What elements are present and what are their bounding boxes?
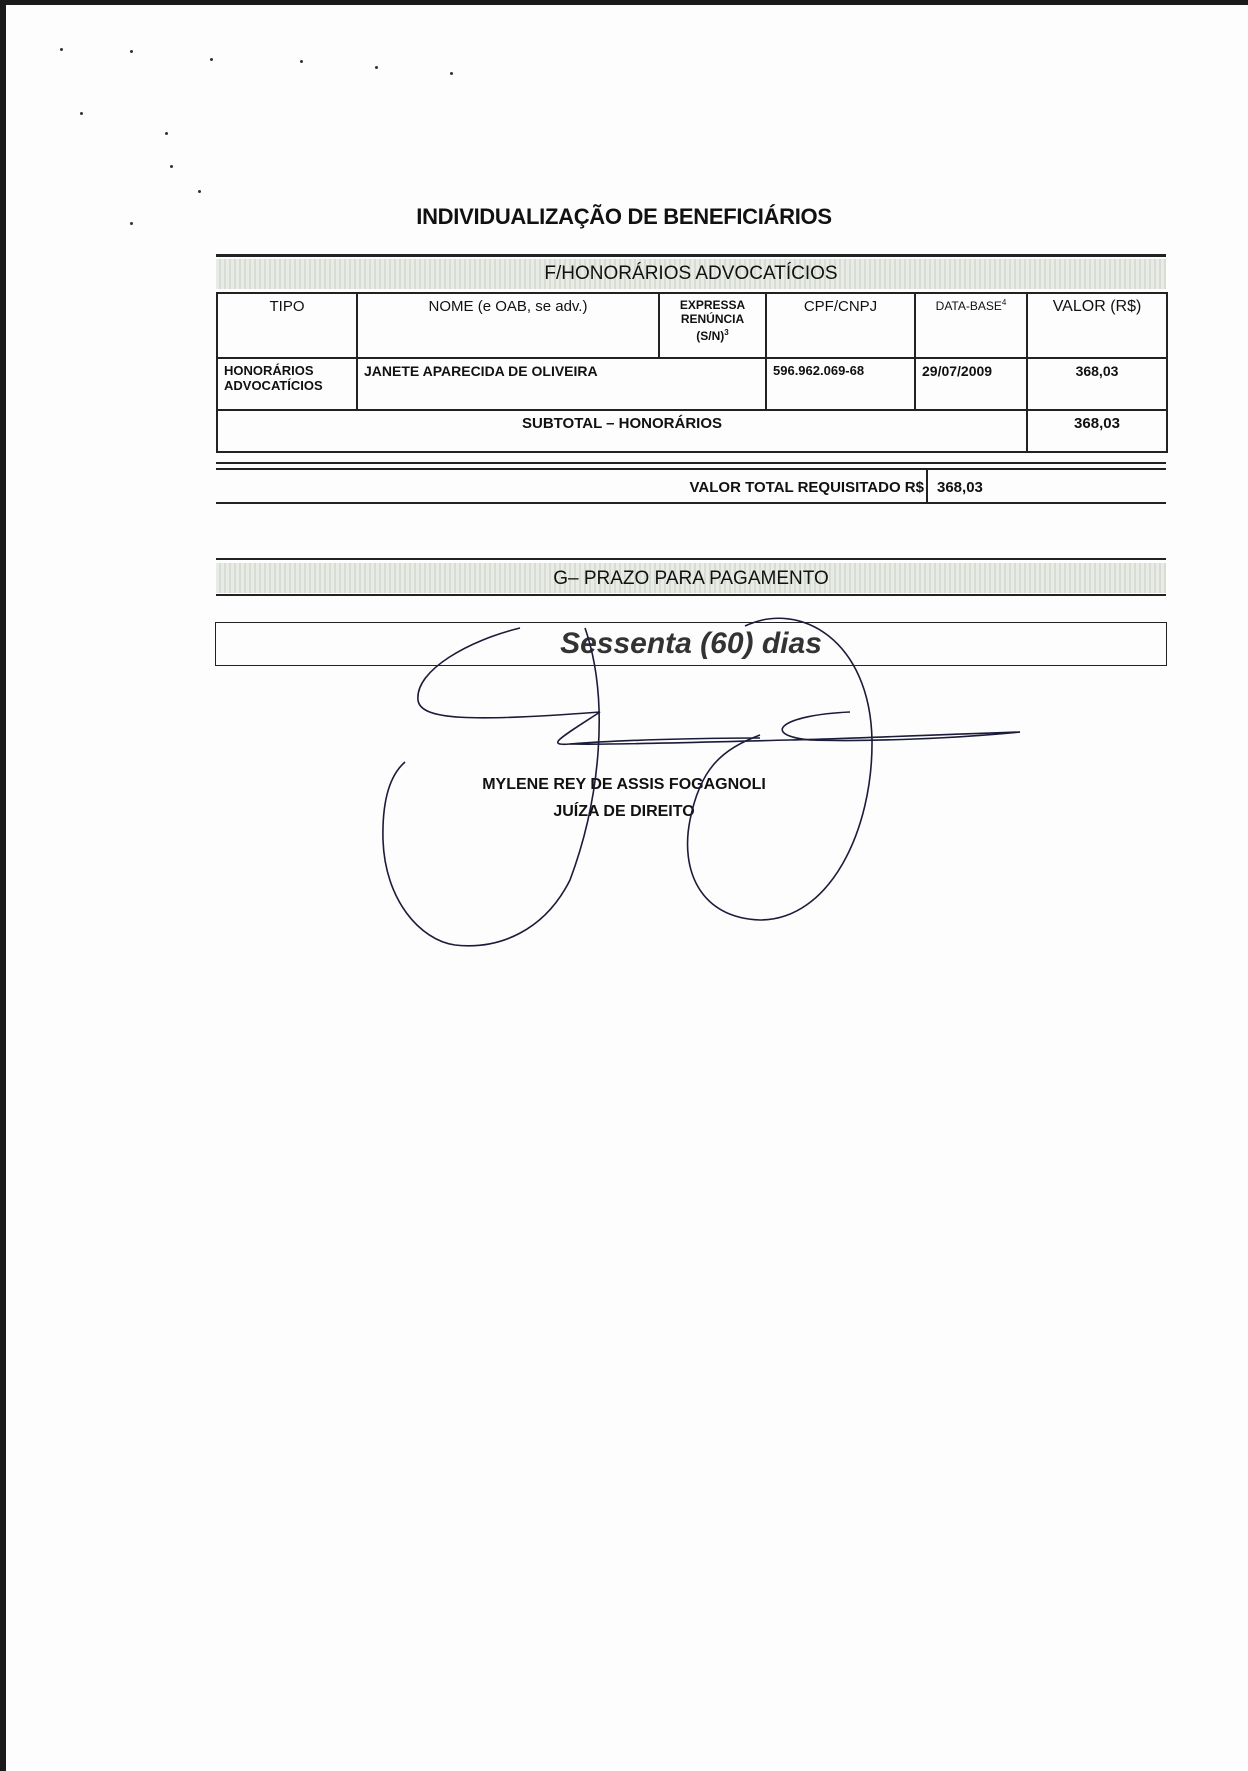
scan-speck <box>300 60 303 63</box>
cell-data-base: 29/07/2009 <box>915 358 1027 410</box>
scan-speck <box>60 48 63 51</box>
col-header-data-base <box>915 293 1027 358</box>
col-header-valor: VALOR (R$) <box>1027 293 1167 358</box>
col-header-data-base-label: DATA-BASE <box>935 299 1002 313</box>
cell-tipo-line-2: ADVOCATÍCIOS <box>224 378 323 393</box>
divider <box>926 470 928 502</box>
divider <box>216 558 1166 560</box>
col-header-renuncia: RENÚNCIA <box>680 312 745 326</box>
document-title: INDIVIDUALIZAÇÃO DE BENEFICIÁRIOS <box>416 204 832 229</box>
col-header-expressa: EXPRESSA <box>679 298 746 312</box>
col-header-expressa-renuncia <box>659 293 766 358</box>
divider <box>216 594 1166 596</box>
scan-speck <box>170 165 173 168</box>
col-header-nome: NOME (e OAB, se adv.) <box>357 293 659 358</box>
cell-tipo-line-1: HONORÁRIOS <box>224 363 314 378</box>
section-f-heading: F/HONORÁRIOS ADVOCATÍCIOS <box>216 259 1166 289</box>
scan-speck <box>375 66 378 69</box>
prazo-box <box>215 622 1167 666</box>
honorarios-table <box>216 292 1168 453</box>
cell-cpf: 596.962.069-68 <box>766 358 915 410</box>
footnote-marker: 3 <box>724 328 729 337</box>
prazo-value: Sessenta (60) dias <box>560 627 822 660</box>
section-g-heading: G– PRAZO PARA PAGAMENTO <box>216 563 1166 593</box>
total-label: VALOR TOTAL REQUISITADO R$ <box>689 479 924 496</box>
cell-tipo <box>217 358 357 410</box>
scan-speck <box>450 72 453 75</box>
footnote-marker: 4 <box>1001 298 1007 307</box>
signer-role: JUÍZA DE DIREITO <box>553 803 695 820</box>
subtotal-row <box>217 410 1167 452</box>
col-header-cpf: CPF/CNPJ <box>766 293 915 358</box>
table-row <box>217 358 1167 410</box>
subtotal-label: SUBTOTAL – HONORÁRIOS <box>217 410 1027 452</box>
scan-speck <box>210 58 213 61</box>
col-header-sn: (S/N) <box>696 329 725 343</box>
table-header-row <box>217 293 1167 358</box>
subtotal-value: 368,03 <box>1027 410 1167 452</box>
scan-speck <box>80 112 83 115</box>
total-box <box>216 468 1166 504</box>
col-header-tipo: TIPO <box>217 293 357 358</box>
cell-valor: 368,03 <box>1027 358 1167 410</box>
signer-name: MYLENE REY DE ASSIS FOGAGNOLI <box>482 776 766 793</box>
scan-edge <box>0 0 1248 5</box>
cell-nome: JANETE APARECIDA DE OLIVEIRA <box>357 358 766 410</box>
scan-speck <box>198 190 201 193</box>
scan-edge <box>0 0 6 1771</box>
divider <box>216 254 1166 257</box>
scan-speck <box>130 50 133 53</box>
scan-speck <box>165 132 168 135</box>
total-value: 368,03 <box>937 479 983 496</box>
divider <box>216 462 1166 464</box>
